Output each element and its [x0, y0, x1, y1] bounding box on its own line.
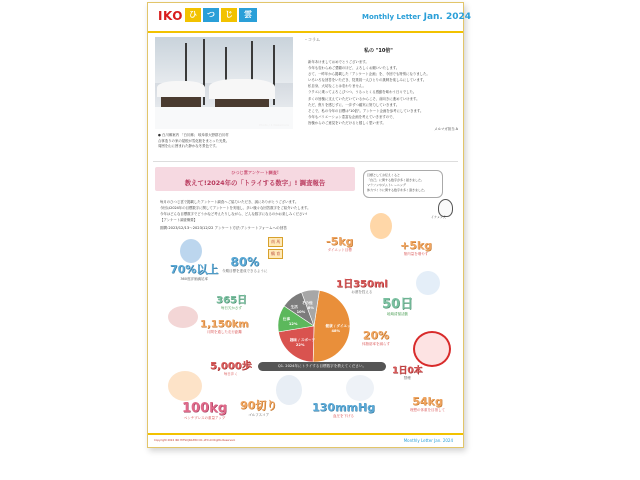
fact-minus5kg-label: ダイエット目標 — [327, 248, 352, 252]
fact-80pct-value: 80% — [230, 255, 260, 269]
fact-100kg-value: 100kg — [182, 401, 228, 416]
pie-slice-pct: 48% — [331, 328, 341, 333]
snow-village-photo — [155, 37, 293, 129]
pie-slice-pct: 10% — [296, 310, 306, 315]
survey-intro — [160, 199, 370, 223]
footer — [148, 433, 463, 449]
fact-54kg-value: 54kg — [412, 395, 443, 408]
caption-line: ● 白川郷案内 「白川郷」 岐阜県大野郡白川村 — [158, 133, 229, 137]
fact-365days-label: 毎日欠かさず — [220, 306, 242, 310]
pie-slice-label: 生活 — [290, 305, 298, 310]
column-line: 多くの皆様に支えていただいているからこそ、前向きに進めていけます。 — [308, 96, 420, 101]
pie-slice-pct: 12% — [288, 322, 298, 327]
pie-slice-pct: 22% — [295, 343, 305, 348]
logo-char-1: ひ — [185, 8, 201, 22]
fact-minus5kg — [326, 235, 353, 253]
logo-char-2: つ — [203, 8, 219, 22]
speech-bubble — [363, 170, 443, 198]
column-line: 皆様からのご意見をいただけると嬉しく思います。 — [308, 120, 386, 125]
fact-5000steps-label: 毎日歩く — [223, 372, 238, 376]
fact-80pct-label: 今期目標を達成できるように — [222, 269, 268, 273]
bubble-line: 目標としてお伝えくると — [367, 173, 401, 177]
workers-illustration-icon — [180, 239, 202, 263]
belly-man-icon — [370, 213, 392, 239]
newspaper-icon — [346, 375, 374, 401]
column-line: 今年もバリエーション豊富な企画を考えていきますので、 — [308, 114, 396, 119]
fact-54kg — [410, 395, 445, 413]
column-line: 今年も変わらぬご愛顧のほど、よろしくお願いいたします。 — [308, 66, 400, 71]
logo-char-3: じ — [221, 8, 237, 22]
photo-credit: Photo / 1 Nakamura — [259, 123, 289, 127]
fact-54kg-label: 理想の体重を目指して — [410, 408, 445, 412]
pie-slice-label: その他 — [301, 300, 313, 305]
header — [148, 3, 472, 33]
no-smoking-icon — [413, 331, 451, 367]
column-line: ラクエに乗ってよろこびつつ、うるっとくる感動を味わう日々でした。 — [308, 90, 417, 95]
fact-20pct-value: 20% — [362, 329, 390, 342]
footer-doc-label: Monthly Letter Jan. 2024 — [403, 438, 453, 443]
train-icon — [168, 306, 198, 328]
fact-100kg-label: ベンチプレスの重量アップ — [183, 416, 226, 420]
fact-0books-value: 1日0本 — [392, 366, 423, 376]
pie-caption: Q1. 2024年にトライする目標数字を教えてください。 — [258, 362, 386, 371]
bubble-line: マラソンやジムトレーニング — [367, 183, 406, 187]
newsletter-page — [147, 2, 472, 448]
fact-130mmhg — [312, 401, 375, 419]
fact-100kg — [182, 401, 227, 421]
column-line: そこで、私の今年の目標は"10倍"。アンケート企画を参考にしていきます。 — [308, 108, 424, 113]
calligraphy-tag-top: 南 馬 — [268, 237, 283, 247]
column-line: さて、一昨年から掲載した「アンケート企画」を、今回でも特別になりました。 — [308, 72, 430, 77]
photo-caption — [158, 133, 296, 150]
column-sign: メルマガ担当 A — [434, 127, 458, 132]
caption-line: 合掌造りの家の屋根が雪化粧をまとった光景。 — [158, 138, 230, 143]
pie-slice-label: 趣味 / スポーツ — [289, 338, 316, 343]
fact-minus5kg-value: -5kg — [326, 235, 354, 248]
fact-365days-value: 365日 — [216, 295, 247, 306]
fact-350ml-label: お酒を控える — [351, 290, 373, 294]
bubble-line: 体力づくりに関する数字を多く頂きました。 — [367, 188, 428, 192]
doc-label: Monthly Letter — [362, 13, 421, 21]
pie-slice-label: 仕事 — [282, 317, 291, 322]
intro-line: 今年はどんな目標数字でどうかなど考えたりしながら、どんな数字になるのかお楽しみください! — [160, 212, 308, 216]
fact-0books — [392, 363, 423, 381]
intro-line: 毎月のひつじ雲で掲載したアンケート調査へご協力いただき、誠にありがとうございます。 — [160, 200, 299, 204]
fact-5000steps-value: 5,000歩 — [210, 361, 252, 372]
survey-banner — [155, 167, 355, 191]
footer-copyright: Copyright 2024 IKO HITSUJIGUMO CO.,LTD All Rights Reserved. — [154, 439, 236, 442]
fact-70pct-value: 70%以上 — [170, 263, 219, 276]
logo-iko: IKO — [158, 9, 183, 23]
column-body — [308, 59, 458, 132]
section-divider — [153, 161, 458, 162]
caption-line: 周囲を山に囲まれた静かな冬景色です。 — [158, 144, 219, 149]
fact-golf90-value: 90切り — [240, 399, 278, 412]
fact-1150km-label: 月間を通した走行距離 — [206, 330, 242, 334]
column-line: 私自身、大切なことは変わりません。 — [308, 84, 366, 89]
calligraphy-tag-bottom: 鶴 育 — [268, 249, 283, 259]
survey-title: 教えて!2024年の「トライする数字」! 調査報告 — [184, 179, 326, 187]
fact-50days-label: 地域清掃活動 — [387, 312, 409, 316]
fact-0books-label: 禁煙 — [403, 376, 411, 380]
fact-70pct-label: 360度評価満足率 — [180, 277, 209, 281]
dog-label: イケメン犬 — [431, 215, 446, 219]
pie-slice-pct: 8% — [307, 305, 314, 310]
intro-line: 今回は2024年の目標数字に関してアンケートを実施し、多い様々な回答数字をご紹介いたします。 — [160, 206, 311, 210]
survey-meta: 期間:2023/12/13〜2023/12/22 アンケート方法:アンケートフォームへの回答 — [160, 226, 287, 230]
house-roof-snow — [209, 79, 275, 99]
fact-plus5kg-label: 筋肉量を増やす — [403, 252, 429, 256]
logo-char-4: 雲 — [239, 8, 257, 22]
weightlifter-icon — [168, 371, 202, 401]
fact-80pct — [222, 255, 268, 274]
pie-slice-label: 健康 / ダイエット — [325, 323, 355, 328]
doc-title — [362, 12, 471, 22]
house-roof-snow — [157, 81, 205, 97]
fact-50days — [382, 293, 413, 317]
fact-350ml-value: 1日350ml — [336, 279, 388, 290]
hiker-icon — [416, 271, 440, 295]
column-label: ・コラム — [304, 37, 320, 42]
fact-50days-value: 50日 — [382, 297, 414, 312]
fact-70pct — [170, 261, 218, 282]
fact-golf90-label: ゴルフスコア — [248, 413, 270, 417]
survey-subtitle: ひつじ雲アンケート調査! — [231, 170, 279, 175]
fact-20pct-label: 体脂肪率を減らす — [362, 342, 390, 346]
intro-meta-label: 【アンケート調査概要】 — [160, 218, 198, 222]
doc-date: Jan. 2024 — [423, 12, 472, 22]
column-line: いろいろな回答をいただき、従業員一人ひとりの挑戦を楽しみにしています。 — [308, 78, 427, 83]
bubble-line: 「自己」に関する数字が多く届きました。 — [367, 178, 425, 182]
fact-1150km-value: 1,150km — [200, 319, 249, 330]
fact-golf90 — [240, 397, 277, 418]
fact-130mmhg-value: 130mmHg — [312, 401, 375, 414]
fact-plus5kg-value: +5kg — [400, 239, 433, 252]
column-title: 私の "10倍" — [364, 48, 393, 54]
fact-130mmhg-label: 血圧を下げる — [332, 414, 354, 418]
fact-20pct — [362, 329, 390, 347]
golfer-icon — [276, 375, 302, 405]
column-line: 新年あけましておめでとうございます。 — [308, 60, 369, 64]
column-line: ただ、焦りを感じずに、一歩ずつ確実に努力していきます。 — [308, 102, 400, 107]
fact-plus5kg — [400, 239, 432, 257]
